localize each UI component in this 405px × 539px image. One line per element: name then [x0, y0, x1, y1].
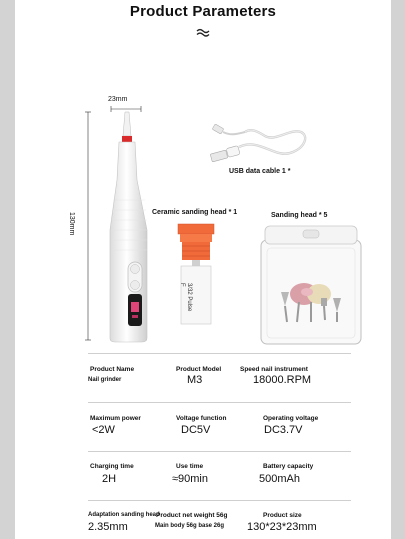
ceramic-head-label: Ceramic sanding head * 1 [152, 209, 238, 216]
param-value-max-power: <2W [92, 424, 115, 436]
usb-cable-label: USB data cable 1 * [229, 168, 291, 175]
sanding-head-label: Sanding head * 5 [271, 212, 328, 219]
nail-grinder-image [95, 110, 159, 342]
param-label-operating-voltage: Operating voltage [263, 415, 319, 422]
separator-1 [88, 353, 351, 354]
param-label-voltage-function: Voltage function [176, 415, 227, 422]
double-wave-icon [196, 28, 210, 36]
height-dimension-line [85, 112, 91, 340]
param-value-product-name: Nail grinder [88, 377, 122, 383]
usb-cable-image [205, 122, 315, 172]
param-value-use-time: ≈90min [172, 473, 208, 485]
param-label-product-size: Product size [263, 512, 302, 519]
sanding-head-box-image [259, 224, 365, 346]
separator-2 [88, 402, 351, 403]
separator-3 [88, 451, 351, 452]
param-label-net-weight: Product net weight 56g [156, 512, 228, 519]
param-label-use-time: Use time [176, 463, 204, 470]
param-value-adaptation-head: 2.35mm [88, 521, 128, 533]
param-label-product-name: Product Name [90, 366, 135, 373]
packet-label: 3/32 Pulse F [179, 283, 192, 312]
height-dimension-label: 130mm [68, 212, 75, 236]
param-value-battery-capacity: 500mAh [259, 473, 300, 485]
product-parameters-card [15, 0, 391, 539]
param-value-product-size: 130*23*23mm [247, 521, 317, 533]
param-label-product-model: Product Model [176, 366, 222, 373]
separator-4 [88, 500, 351, 501]
param-value-operating-voltage: DC3.7V [264, 424, 303, 436]
param-value-speed: 18000.RPM [253, 374, 312, 386]
param-label-battery-capacity: Battery capacity [263, 463, 314, 470]
param-value-product-model: M3 [187, 374, 203, 386]
param-label-adaptation-head: Adaptation sanding head [88, 512, 160, 518]
param-value-voltage-function: DC5V [181, 424, 211, 436]
param-label-speed: Speed nail instrument [240, 366, 308, 373]
width-dimension-label: 23mm [108, 96, 128, 103]
param-label-charging-time: Charging time [90, 463, 134, 470]
param-label-max-power: Maximum power [90, 415, 141, 422]
param-value-net-weight: Main body 56g base 26g [155, 523, 225, 529]
page-title: Product Parameters [129, 3, 277, 20]
param-value-charging-time: 2H [102, 473, 117, 485]
